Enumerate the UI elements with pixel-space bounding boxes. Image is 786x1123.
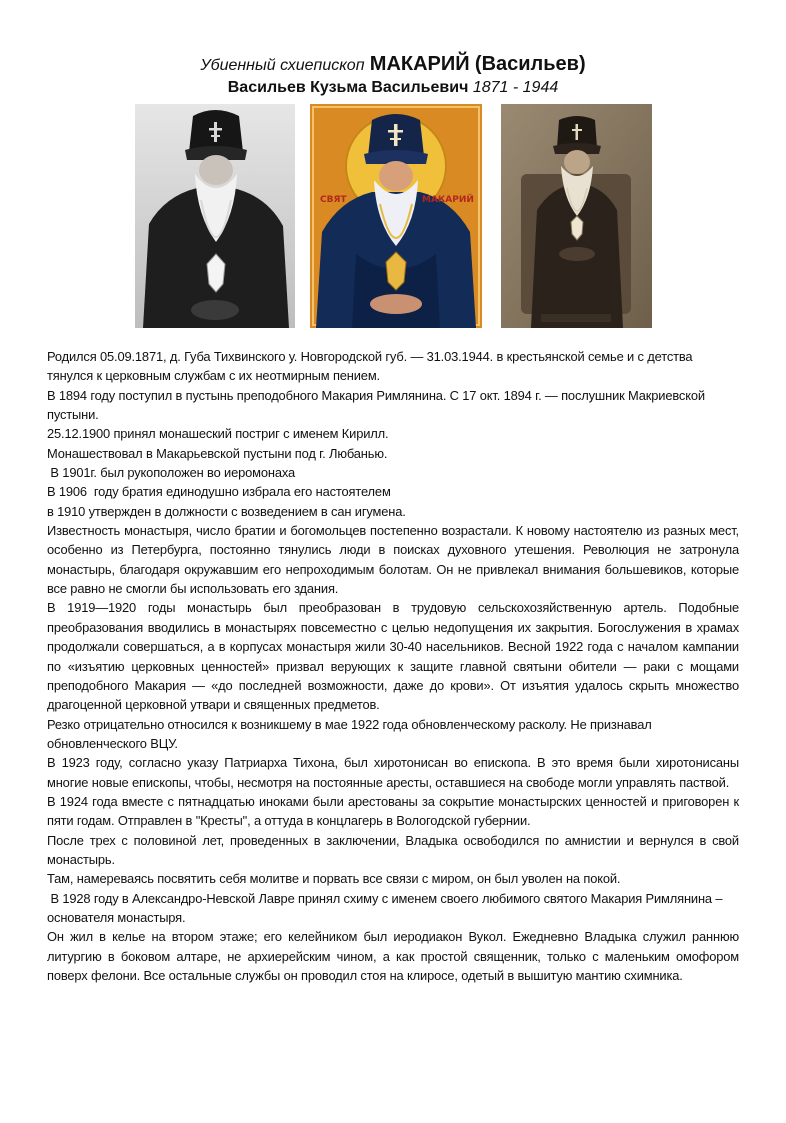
bio-paragraph: Там, намереваясь посвятить себя молитве и порвать все связи с миром, он был уволен на покой. (47, 871, 621, 887)
page-header (0, 52, 786, 98)
full-name: Васильев Кузьма Васильевич (227, 79, 469, 96)
bio-paragraph: В 1928 году в Александро-Невской Лавре принял схиму с именем своего любимого святого Макария Римлянина – основателя монастыря. (47, 890, 726, 925)
subtitle (0, 78, 786, 98)
bio-paragraph: В 1906 году братия единодушно избрала его настоятелем (47, 484, 391, 500)
title (0, 52, 786, 78)
bio-paragraph: В 1923 году, согласно указу Патриарха Тихона, был хиротонисан во епископа. В это время были хиротонисаны многие новые епископы, чтобы, несмотря на постоянные аресты, оставшиеся на свободе могли управлять паствой. (47, 755, 739, 790)
title-surname: (Васильев) (474, 53, 586, 75)
portrait-photo-bw (135, 104, 295, 328)
bio-paragraph: Монашествовал в Макарьевской пустыни под г. Любанью. (47, 445, 388, 461)
title-name: МАКАРИЙ (369, 53, 470, 75)
title-prefix: Убиенный схиепископ (200, 57, 365, 74)
icon-painting-color (310, 104, 482, 328)
icon-inscription-left: СВЯТ (320, 195, 347, 205)
bio-paragraph: в 1910 утвержден в должности с возведением в сан игумена. (47, 503, 406, 519)
bio-paragraph: В 1901г. был рукоположен во иеромонаха (47, 465, 296, 481)
bio-paragraph: 25.12.1900 принял монашеский постриг с именем Кирилл. (47, 426, 389, 442)
portrait-photo-sepia (501, 104, 652, 328)
bio-paragraph: В 1894 году поступил в пустынь преподобного Макария Римлянина. С 17 окт. 1894 г. — послушник Макриевской пустыни. (47, 387, 705, 423)
bio-paragraph: В 1919—1920 годы монастырь был преобразован в трудовую сельскохозяйственную артель. Подобные преобразования вводились в монастырях повсеместно с целью недопущения их закрытия. Богослужения в храмах продолжали совершаться, а в корпусах монастыря жили 30-40 насельников. Весной 1922 года с началом кампании по «изъятию церковных ценностей» призвал верующих к защите главной святыни обители — раки с мощами преподобного Макария — «до последней возможности, даже до крови». От изъятия удалось скрыть множество драгоценной церковной утвари и священных предметов. (47, 600, 739, 713)
bio-paragraph: Он жил в келье на втором этаже; его келейником был иеродиакон Вукол. Ежедневно Владыка служил раннюю литургию в боковом алтаре, не архиерейским чином, а как простой священник, только с маленьким омофором поверх фелони. Все остальные службы он проводил стоя на клиросе, одетый в вышитую мантию схимника. (47, 929, 739, 983)
bio-paragraph: Известность монастыря, число братии и богомольцев постепенно возрастали. К новому настоятелю из разных мест, особенно из Петербурга, постоянно тянулись люди в поисках духовного утешения. Революция не затронула монастырь, благодаря окружавшим его непроходимым болотам. Он не привлекал внимания большевиков, которые все равно не смогли бы использовать его здания. (47, 523, 739, 597)
icon-inscription-right: МАКАРИЙ (422, 195, 474, 205)
life-years: 1871 - 1944 (472, 79, 559, 96)
bio-paragraph: После трех с половиной лет, проведенных в заключении, Владыка освободился по амнистии и вернулся в свой монастырь. (47, 832, 739, 867)
bio-paragraph: В 1924 года вместе с пятнадцатью иноками были арестованы за сокрытие монастырских ценностей и приговорен к пяти годам. Отправлен в "Кресты", а оттуда в концлагерь в Вологодской губернии. (47, 793, 739, 829)
photo-row (0, 104, 786, 328)
bio-paragraph: Родился 05.09.1871, д. Губа Тихвинского у. Новгородской губ. — 31.03.1944. в крестьянской семье и с детства тянулся к церковным службам с их неотмирным пением. (47, 349, 693, 384)
bio-paragraph: Резко отрицательно относился к возникшему в мае 1922 года обновленческому расколу. Не признавал обновленческого ВЦУ. (47, 716, 652, 751)
biography (47, 347, 739, 985)
